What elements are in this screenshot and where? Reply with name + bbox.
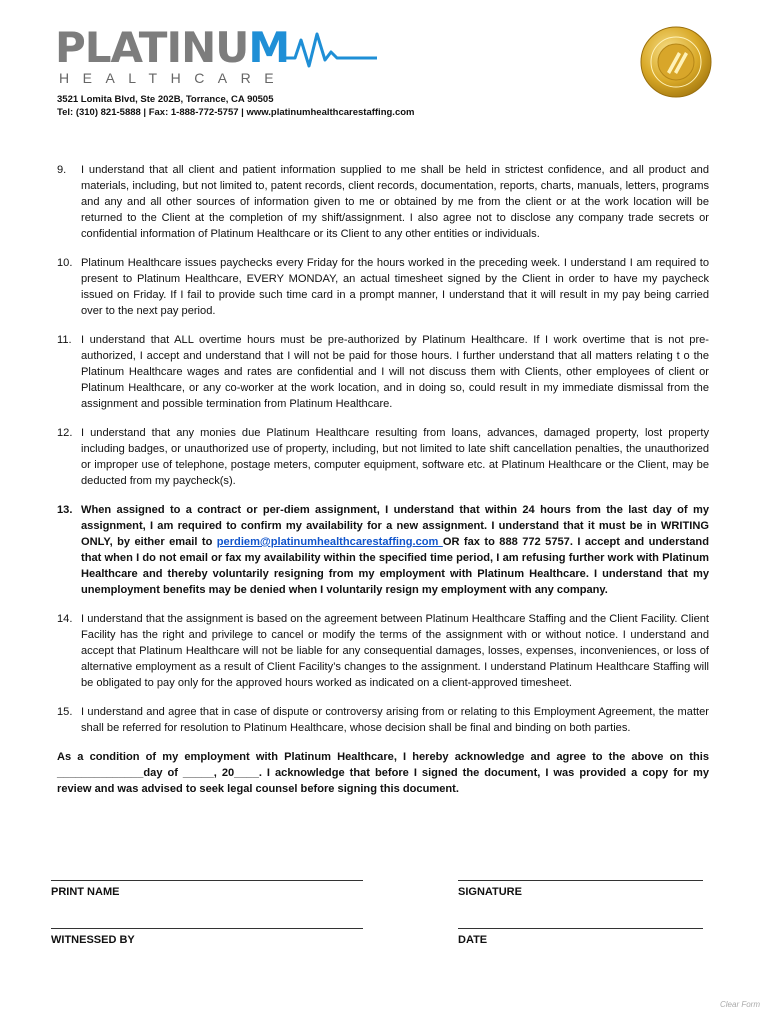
date-label: DATE (458, 934, 488, 946)
print-name-line[interactable] (51, 880, 363, 881)
date-line[interactable] (458, 928, 703, 929)
logo-wordmark: PLATINUM (55, 23, 290, 72)
print-name-label: PRINT NAME (51, 886, 120, 898)
clear-form-button[interactable]: Clear Form (719, 1000, 760, 1009)
agreement-body (57, 162, 709, 797)
company-address: 3521 Lomita Blvd, Ste 202B, Torrance, CA 90505 (57, 94, 274, 105)
acknowledgement-paragraph: As a condition of my employment with Platinum Healthcare, I hereby acknowledge and agree to the above on this ______________day of _____, 20____. I acknowledge that before I signed the document, I was provided a copy for my review and was advised to seek legal counsel before signing this document. (57, 751, 709, 795)
list-item-13: 13. When assigned to a contract or per-diem assignment, I understand that within 24 hours from the last day of my assignment, I am required to confirm my availability for a new assignment. I understand that it must be in WRITING ONLY, by either email to perdiem@platinumhealthcarestaffing.com OR fax to 888 772 5757. I accept and understand that when I do not email or fax my availability within the specified time period, I am refusing further work with Platinum Healthcare and thereby voluntarily resigning from my employment with Platinum Healthcare. I understand that my unemployment benefits may be denied when I voluntarily resign my employment with any company. (57, 504, 709, 596)
list-item: 9. I understand that all client and patient information supplied to me shall be held in strictest confidence, and all product and materials, including, but not limited to, patent records, client records, documentation, reports, charts, manuals, letters, programs and any and all other sources of information given to me or obtained by me from the client or at the work location will be returned to the Client at the completion of my shift/assignment. I also agree not to disclose any company trade secrets or confidential information of Platinum Healthcare or its Client to any other entities or individuals. (57, 164, 709, 240)
platinum-healthcare-logo (55, 23, 355, 86)
signature-line[interactable] (458, 880, 703, 881)
logo-subtitle: HEALTHCARE (59, 70, 288, 86)
signature-label: SIGNATURE (458, 886, 522, 898)
company-contact: Tel: (310) 821-5888 | Fax: 1-888-772-5757 | www.platinumhealthcarestaffing.com (57, 107, 415, 118)
list-item: 11. I understand that ALL overtime hours must be pre-authorized by Platinum Healthcare. If I work overtime that is not pre- authorized, I accept and understand that I will not be paid for those hours. I further understand that all matters relating t o the Platinum Healthcare wages and rates are confidential and I will not discuss them with Clients, other employees of client or Platinum Healthcare, or any co-worker at the work location, and in doing so, could result in my immediate dismissal from the assignment and possible termination from Platinum Healthcare. (57, 334, 709, 410)
list-item: 15. I understand and agree that in case of dispute or controversy arising from or relating to this Employment Agreement, the matter shall be referred for resolution to Platinum Healthcare, whose decision shall be final and binding on both parties. (57, 706, 709, 734)
list-item: 12. I understand that any monies due Platinum Healthcare resulting from loans, advances, damaged property, lost property including badges, or unauthorized use of property, including, but not limited to late shift cancellation penalties, the unauthorized or improper use of telephone, postage meters, computer equipment, software etc. at Platinum Healthcare or the Client, may be deducted from my paycheck(s). (57, 427, 709, 487)
company-address-block (57, 93, 414, 119)
list-item: 10. Platinum Healthcare issues paychecks every Friday for the hours worked in the preceding week. I understand I am required to present to Platinum Healthcare, EVERY MONDAY, an actual timesheet signed by the Client in order to have my paycheck issued on Friday. If I fail to provide such time card in a prompt manner, I understand that it will result in my pay being carried over to the next pay period. (57, 257, 709, 317)
witnessed-by-line[interactable] (51, 928, 363, 929)
witnessed-by-label: WITNESSED BY (51, 934, 135, 946)
joint-commission-seal-icon (640, 26, 712, 98)
heartbeat-pulse-icon (281, 30, 377, 70)
letterhead (0, 0, 770, 130)
email-link[interactable]: perdiem@platinumhealthcarestaffing.com (216, 536, 443, 548)
list-item: 14. I understand that the assignment is based on the agreement between Platinum Healthcare Staffing and the Client Facility. Client Facility has the right and privilege to cancel or modify the terms of the assignment with or without notice. I understand and accept that Platinum Healthcare will not be liable for any consequential damages, losses, expenses, inconveniences, or loss of alternative employment as a result of Client Facility’s changes to the assignment. I understand Platinum Healthcare Staffing will be obligated to pay only for the approved hours worked as indicated on a client-approved timesheet. (57, 613, 709, 689)
